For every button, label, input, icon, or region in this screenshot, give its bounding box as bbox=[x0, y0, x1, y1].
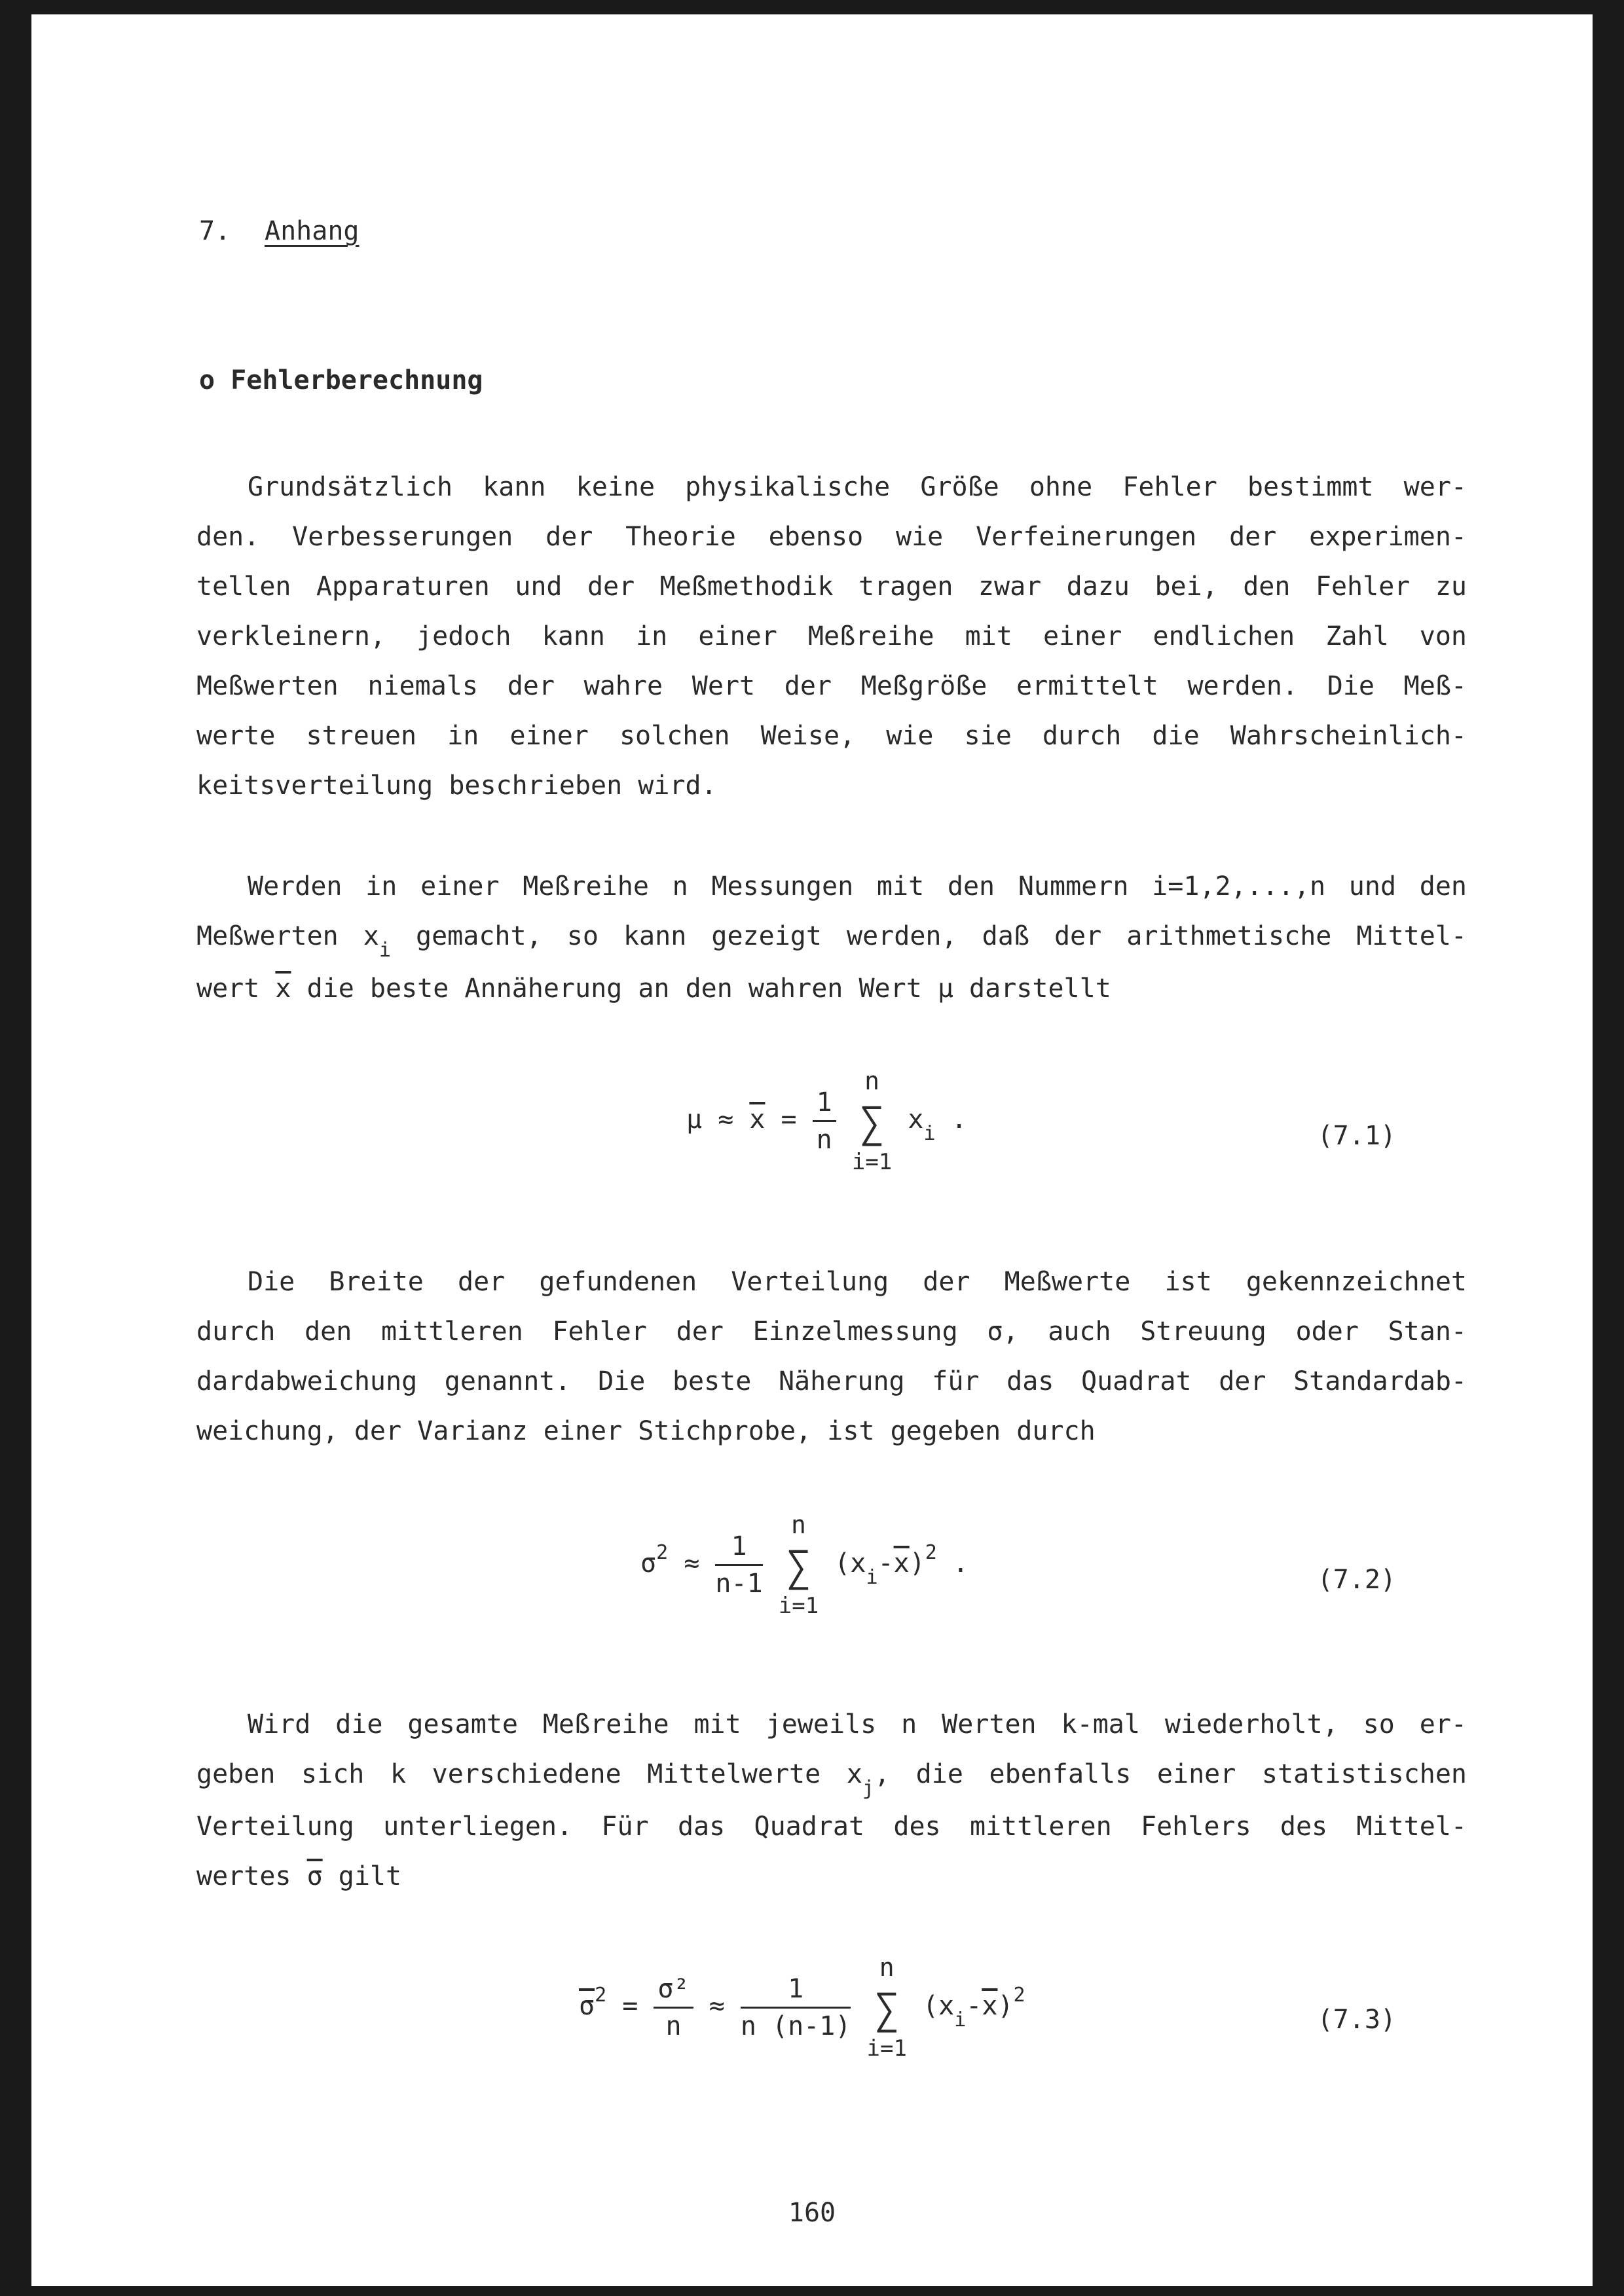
subsection-heading: o Fehlerberechnung bbox=[199, 365, 483, 395]
text-line: tellen Apparaturen und der Meßmethodik tragen zwar dazu bei, den Fehler zu bbox=[196, 572, 1467, 602]
section-title: Anhang bbox=[265, 216, 360, 246]
equation-number: (7.1) bbox=[1317, 1121, 1396, 1151]
text-line: werte streuen in einer solchen Weise, wie sie durch die Wahrscheinlich- bbox=[196, 721, 1467, 751]
sum-symbol: n ∑ i=1 bbox=[778, 1510, 819, 1619]
text-line: wert $\overline{x}$ die beste Annäherung an den wahren Wert μ darstellt bbox=[196, 974, 1111, 1004]
text-line: Verteilung unterliegen. Für das Quadrat des mittleren Fehlers des Mittel- bbox=[196, 1812, 1467, 1842]
equation-7-1: $\mu \approx \overline{x}$ = $\frac{1}{n}$ n ∑ i=1 $x_i$ . bbox=[686, 1066, 967, 1175]
text-line: Die Breite der gefundenen Verteilung der Meßwerte ist gekennzeichnet bbox=[248, 1267, 1467, 1297]
equation-number: (7.3) bbox=[1317, 2005, 1396, 2035]
text-line: Wird die gesamte Meßreihe mit jeweils n Werten k-mal wiederholt, so er- bbox=[248, 1709, 1467, 1740]
paragraph-standard-deviation bbox=[196, 1257, 1467, 1456]
sum-symbol: n ∑ i=1 bbox=[866, 1953, 907, 2062]
paragraph-intro bbox=[196, 462, 1467, 811]
paragraph-mean-error bbox=[196, 1700, 1467, 1901]
text-line: keitsverteilung beschrieben wird. bbox=[196, 771, 717, 801]
document-page bbox=[31, 14, 1593, 2286]
text-line: weichung, der Varianz einer Stichprobe, ist gegeben durch bbox=[196, 1416, 1096, 1446]
text-line: wertes $\overline{\sigma}$ gilt bbox=[196, 1861, 402, 1891]
text-line: Meßwerten $x_i$ gemacht, so kann gezeigt werden, daß der arithmetische Mittel- bbox=[196, 921, 1467, 962]
text-line: dardabweichung genannt. Die beste Näherung für das Quadrat der Standardab- bbox=[196, 1366, 1467, 1396]
text-line: Werden in einer Meßreihe n Messungen mit den Nummern i=1,2,...,n und den bbox=[248, 871, 1467, 902]
equation-7-2: $\sigma^2$ ≈ $\frac{1}{n-1}$ n ∑ i=1 $(x_i-\overline{x})^2$ . bbox=[640, 1510, 969, 1619]
section-heading bbox=[199, 216, 360, 246]
section-number: 7. bbox=[199, 216, 231, 246]
text-line: Grundsätzlich kann keine physikalische Größe ohne Fehler bestimmt wer- bbox=[248, 472, 1467, 502]
text-line: verkleinern, jedoch kann in einer Meßreihe mit einer endlichen Zahl von bbox=[196, 621, 1467, 651]
equation-number: (7.2) bbox=[1317, 1565, 1396, 1595]
sum-symbol: n ∑ i=1 bbox=[851, 1066, 893, 1175]
equation-7-3: $\overline{\sigma}^2$ = $\frac{\text{σ²}}{n}$ ≈ $\frac{1}{n (n-1)}$ n ∑ i=1 $(x_i-\overline{x})^2$ bbox=[579, 1953, 1025, 2062]
paragraph-mean bbox=[196, 862, 1467, 1013]
page-number: 160 bbox=[788, 2198, 836, 2228]
text-line: Meßwerten niemals der wahre Wert der Meßgröße ermittelt werden. Die Meß- bbox=[196, 671, 1467, 701]
text-line: den. Verbesserungen der Theorie ebenso wie Verfeinerungen der experimen- bbox=[196, 522, 1467, 552]
text-line: geben sich k verschiedene Mittelwerte $x_j$, die ebenfalls einer statistischen bbox=[196, 1759, 1467, 1800]
text-line: durch den mittleren Fehler der Einzelmessung σ, auch Streuung oder Stan- bbox=[196, 1317, 1467, 1347]
